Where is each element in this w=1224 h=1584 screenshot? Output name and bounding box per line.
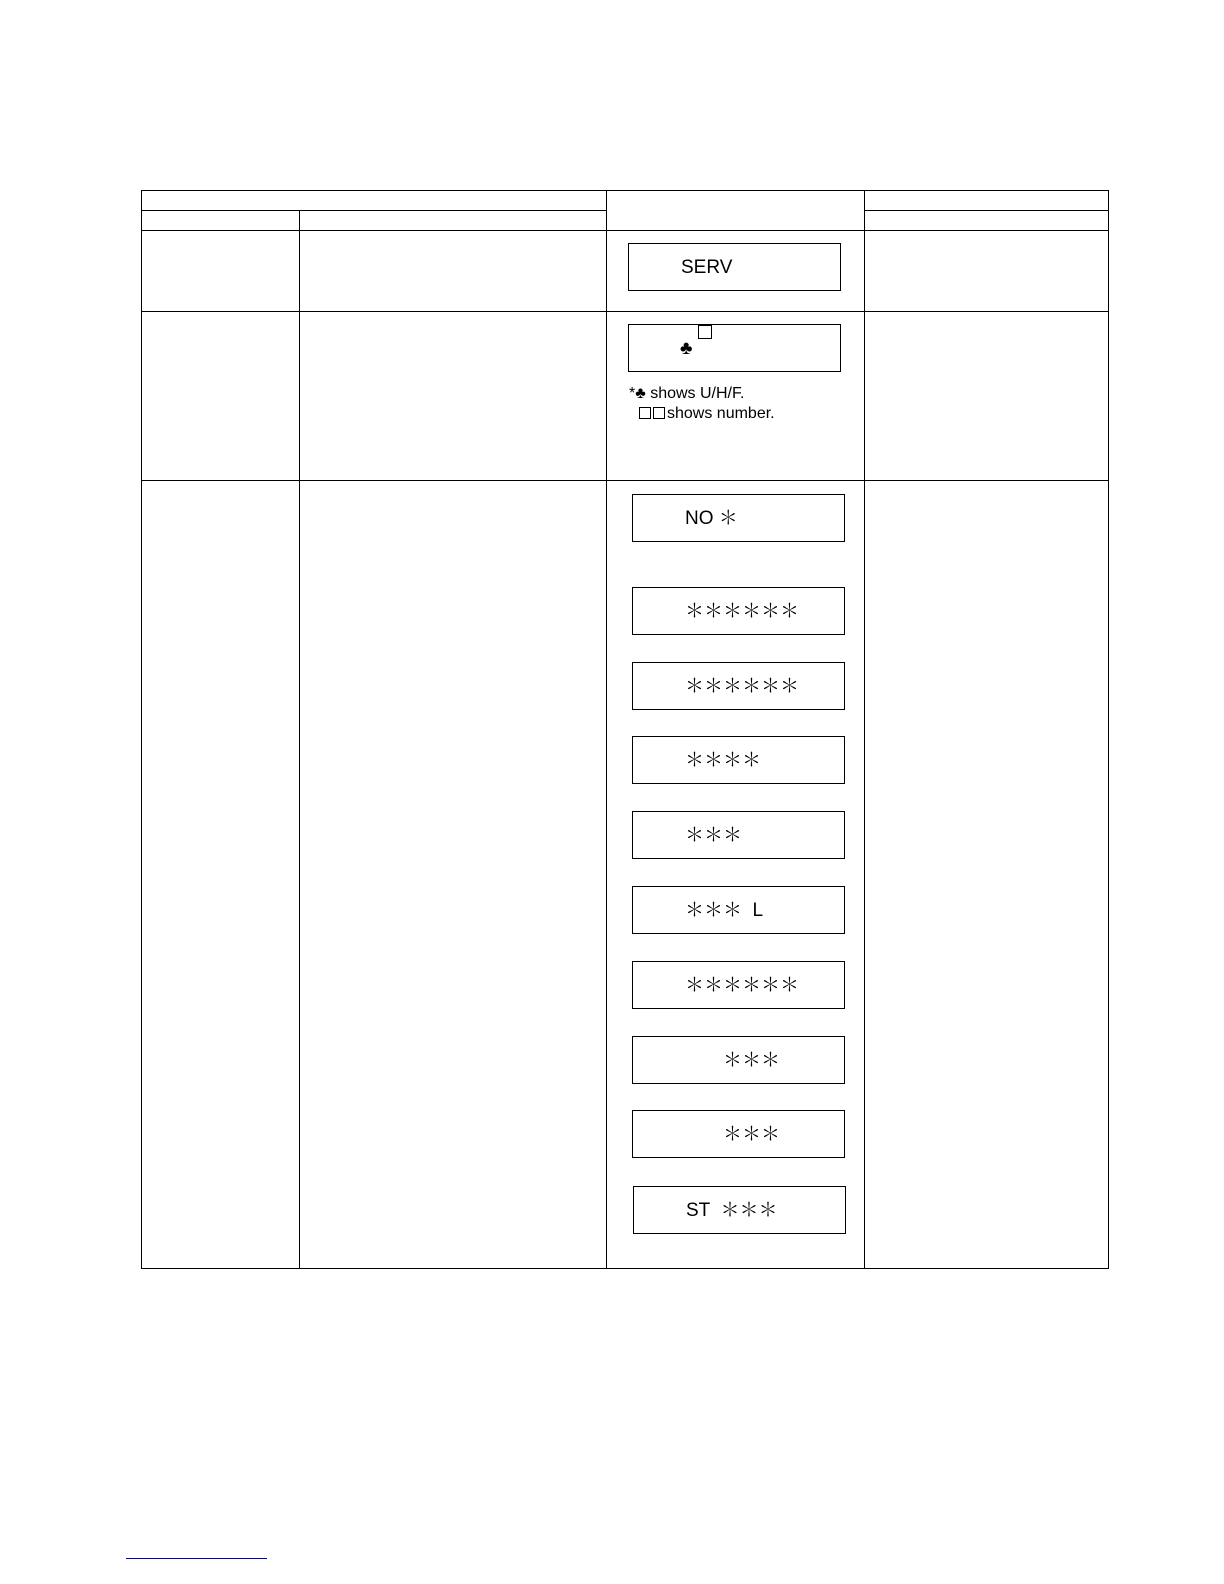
lcd-display-3 [632,662,845,710]
lcd-display-serv [628,243,841,291]
header-cell-display [607,191,865,231]
square-icon [698,325,712,339]
row-3-col-4 [865,481,1109,1269]
note-number-text: shows number. [667,405,775,422]
row-1-col-1 [142,231,300,312]
lcd-text: SERV [681,257,733,278]
lcd-channel-content [680,325,698,373]
table-row-serv [142,231,1109,312]
service-mode-table [141,190,1109,1269]
row-2-col-1 [142,312,300,481]
lcd-display-8 [632,1036,845,1084]
lcd-text: ST ＊＊＊ [686,1200,778,1221]
club-icon: ♣ [680,338,693,359]
row-3-display-cell [607,481,865,1269]
row-3-col-1 [142,481,300,1269]
table-row-channel [142,312,1109,481]
header-subcell-4 [865,211,1109,231]
lcd-display-5 [632,811,845,859]
channel-note-number [639,404,864,424]
row-1-display-cell [607,231,865,312]
table-row-lcd-list [142,481,1109,1269]
header-row-1 [142,191,1109,211]
lcd-text: ＊＊＊＊ [685,750,762,771]
lcd-text: ＊＊＊ [723,1124,781,1145]
lcd-text: ＊＊＊＊＊＊ [685,676,800,697]
note-symbol-text: shows U/H/F. [650,385,745,402]
row-2-col-2 [300,312,607,481]
row-2-col-4 [865,312,1109,481]
lcd-display-6 [632,886,845,934]
lcd-text: ＊＊＊＊＊＊ [685,975,800,996]
row-1-col-4 [865,231,1109,312]
header-subcell-1 [142,211,300,231]
lcd-text: ＊＊＊ [723,1050,781,1071]
header-cell-remarks [865,191,1109,211]
lcd-display-9 [632,1110,845,1158]
lcd-display-4 [632,736,845,784]
lcd-text: ＊＊＊ L [685,900,764,921]
note-prefix: * [629,385,636,402]
club-icon: ♣ [635,385,646,402]
lcd-text: ＊＊＊ [685,825,743,846]
lcd-display-7 [632,961,845,1009]
lcd-display-2 [632,587,845,635]
lcd-display-channel [628,324,841,372]
header-cell-item [142,191,607,211]
row-3-col-2 [300,481,607,1269]
lcd-text: ＊＊＊＊＊＊ [685,601,800,622]
footer-link-underline [126,1558,267,1559]
header-subcell-2 [300,211,607,231]
lcd-display-st [633,1186,846,1234]
lcd-text: NO ＊ [685,508,738,529]
row-2-display-cell [607,312,865,481]
lcd-display-no [632,494,845,542]
row-1-col-2 [300,231,607,312]
